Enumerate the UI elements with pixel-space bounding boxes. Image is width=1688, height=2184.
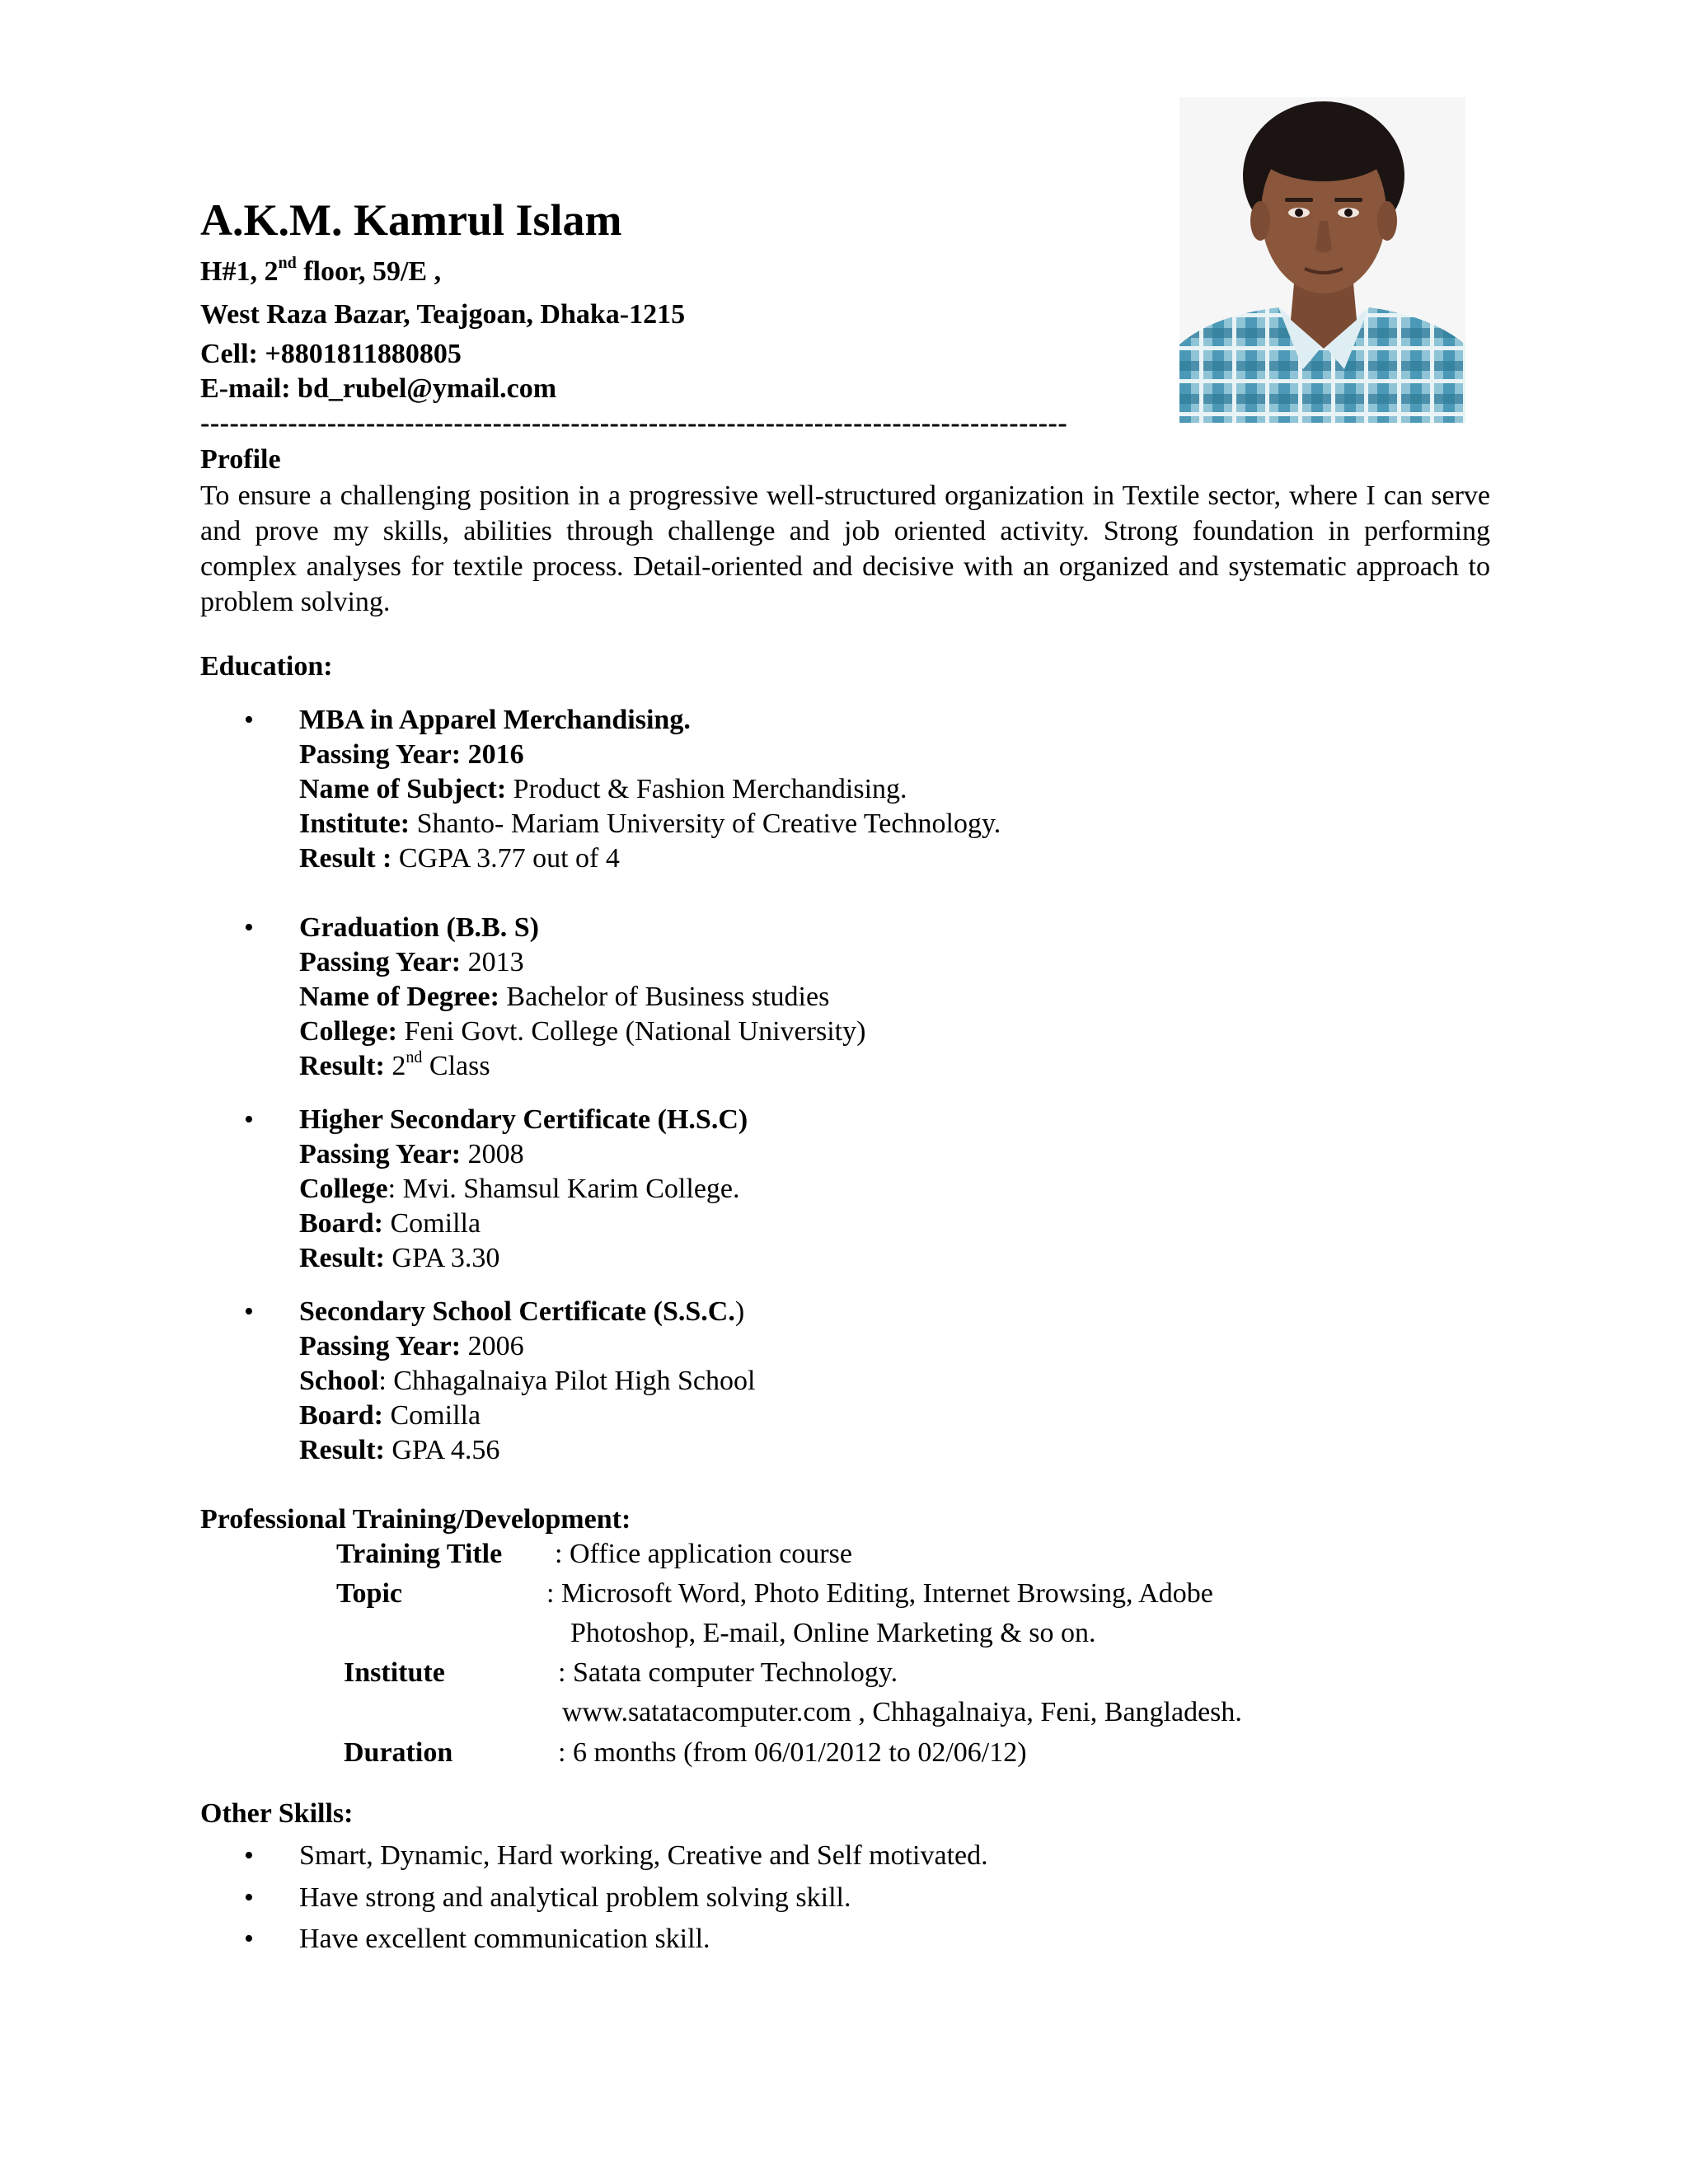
- grad-year: Passing Year: 2013: [299, 947, 524, 977]
- ssc-board: Board: Comilla: [299, 1400, 481, 1431]
- hsc-title: Higher Secondary Certificate (H.S.C): [299, 1104, 748, 1135]
- email-address: E-mail: bd_rubel@ymail.com: [200, 373, 557, 404]
- profile-paragraph: To ensure a challenging position in a progressive well-structured organization in Textile sector, where I can serve and prove my skills, abilities through challenge and job oriented activity. Strong foundation in performing complex analyses for textile process. Detail-oriented and decisive with an organized and systematic approach to problem solving.: [200, 480, 1490, 617]
- grad-title: Graduation (B.B. S): [299, 912, 539, 943]
- mba-title: MBA in Apparel Merchandising.: [299, 705, 691, 735]
- training-title-label: Training Title: [336, 1539, 503, 1569]
- training-institute-value-1: : Satata computer Technology.: [558, 1657, 898, 1688]
- cell-number: Cell: +8801811880805: [200, 339, 462, 369]
- training-institute-label: Institute: [344, 1657, 445, 1688]
- ssc-title: Secondary School Certificate (S.S.C.): [299, 1296, 745, 1327]
- training-duration-value: : 6 months (from 06/01/2012 to 02/06/12): [558, 1737, 1027, 1768]
- skill-item: Smart, Dynamic, Hard working, Creative and Self motivated.: [299, 1840, 988, 1871]
- mba-institute: Institute: Shanto- Mariam University of Creative Technology.: [299, 808, 1001, 839]
- training-heading: Professional Training/Development:: [200, 1504, 631, 1535]
- grad-college: College: Feni Govt. College (National University): [299, 1016, 866, 1047]
- grad-result: Result: 2nd Class: [299, 1048, 490, 1081]
- ssc-result: Result: GPA 4.56: [299, 1435, 500, 1465]
- profile-photo: [1179, 97, 1465, 423]
- training-topic-label: Topic: [336, 1578, 403, 1609]
- skill-item: Have excellent communication skill.: [299, 1924, 710, 1954]
- bullet: •: [244, 1296, 254, 1327]
- hsc-result: Result: GPA 3.30: [299, 1243, 500, 1273]
- bullet: •: [244, 1882, 254, 1913]
- divider-rule: -----------------------------------------------------------------------------------------: [200, 408, 1068, 438]
- profile-heading: Profile: [200, 444, 281, 475]
- bullet: •: [244, 705, 254, 735]
- training-duration-label: Duration: [344, 1737, 453, 1768]
- training-topic-value-2: Photoshop, E-mail, Online Marketing & so on.: [570, 1618, 1096, 1648]
- mba-result: Result : CGPA 3.77 out of 4: [299, 843, 620, 874]
- bullet: •: [244, 912, 254, 943]
- bullet: •: [244, 1840, 254, 1871]
- training-institute-value-2: www.satatacomputer.com , Chhagalnaiya, Feni, Bangladesh.: [562, 1697, 1242, 1727]
- mba-year: Passing Year: 2016: [299, 739, 524, 770]
- bullet: •: [244, 1924, 254, 1954]
- candidate-name: A.K.M. Kamrul Islam: [200, 195, 622, 245]
- education-heading: Education:: [200, 651, 333, 682]
- ssc-school: School: Chhagalnaiya Pilot High School: [299, 1366, 756, 1396]
- hsc-college: College: Mvi. Shamsul Karim College.: [299, 1174, 740, 1204]
- skills-heading: Other Skills:: [200, 1798, 354, 1829]
- training-title-value: : Office application course: [555, 1539, 852, 1569]
- ssc-year: Passing Year: 2006: [299, 1331, 524, 1361]
- hsc-board: Board: Comilla: [299, 1208, 481, 1239]
- hsc-year: Passing Year: 2008: [299, 1139, 524, 1169]
- mba-subject: Name of Subject: Product & Fashion Merchandising.: [299, 774, 907, 804]
- training-topic-value-1: : Microsoft Word, Photo Editing, Internet Browsing, Adobe: [546, 1578, 1213, 1609]
- address-line-2: West Raza Bazar, Teajgoan, Dhaka-1215: [200, 299, 686, 330]
- skill-item: Have strong and analytical problem solving skill.: [299, 1882, 851, 1913]
- grad-degree: Name of Degree: Bachelor of Business studies: [299, 982, 830, 1012]
- bullet: •: [244, 1104, 254, 1135]
- address-line-1: H#1, 2nd floor, 59/E ,: [200, 254, 442, 287]
